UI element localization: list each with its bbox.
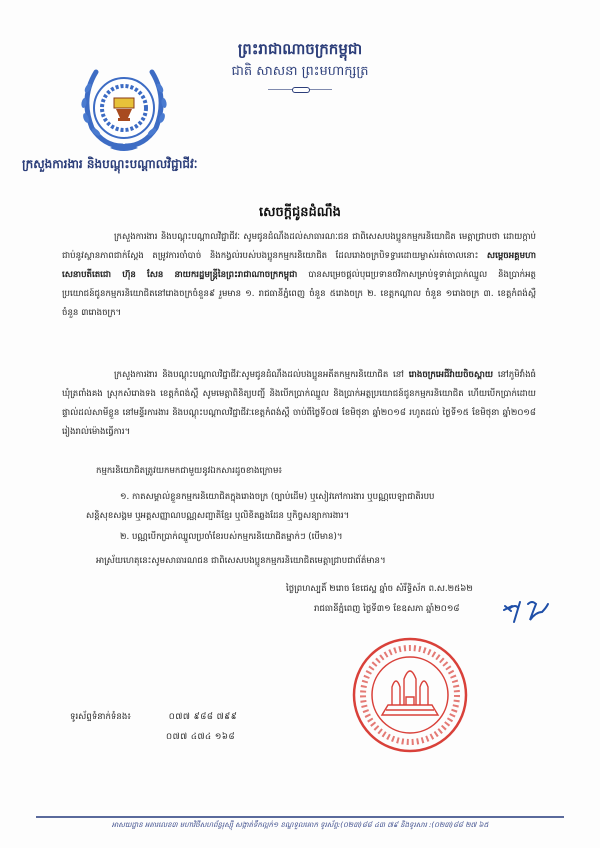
paragraph2-text-a: ក្រសួងការងារ និងបណ្តុះបណ្តាលវិជ្ជាជីវៈសូមជូនដំណឹងដល់បងប្អូនអតីតកម្មករនិយោជិត នៅ <box>114 370 404 380</box>
requirements-heading: កម្មករនិយោជិតត្រូវយកមកជាមួយនូវឯកសារដូចខាងក្រោម៖ <box>96 466 283 476</box>
paragraph-announcement <box>62 228 536 323</box>
kingdom-header <box>200 38 400 92</box>
national-motto: ជាតិ សាសនា ព្រះមហាក្សត្រ <box>231 64 369 79</box>
prime-minister-name: សម្តេចអគ្គមហាសេនាបតីតេជោ ហ៊ុន សែន នាយករដ្ឋមន្ត្រីនៃព្រះរាជាណាចក្រកម្ពុជា <box>62 251 537 280</box>
ministry-logo-icon <box>74 58 174 158</box>
ministry-name: ក្រសួងការងារ និងបណ្តុះបណ្តាលវិជ្ជាជីវៈ <box>22 157 198 171</box>
signature-icon <box>502 598 552 626</box>
requirement-item-continued: សន្តិសុខសង្គម ឬអត្តសញ្ញាណបណ្ណសញ្ជាតិខ្មែរ ឬលិខិតឆ្លងដែន ឬកិច្ចសន្យាការងារ។ <box>86 511 350 521</box>
signature <box>502 598 552 626</box>
kingdom-name: ព្រះរាជាណាចក្រកម្ពុជា <box>237 40 363 58</box>
phone-number: ០៧៧ ៩៨៨ ៧៩៩ <box>168 712 238 722</box>
ornament-divider <box>268 86 332 92</box>
contact-info <box>70 712 237 744</box>
lunar-date: ថ្ងៃព្រហស្បតិ៍ ២រោច ខែជេស្ឋ ឆ្នាំច សំរឹទ្ធិស័ក ព.ស.២៥៦២ <box>286 584 473 594</box>
contact-label: ទូរស័ព្ទទំនាក់ទំនង៖ <box>70 712 132 722</box>
paragraph-factory-notice <box>62 366 536 442</box>
closing-statement: អាស្រ័យហេតុនេះសូមសាធារណជន ជាពិសេសបងប្អូនកម្មករនិយោជិតមេត្តាជ្រាបជាព័ត៌មាន។ <box>96 556 386 566</box>
factory-name: រោងចក្រអេជីវ៉ាយចិចស្ពាយ <box>408 370 494 380</box>
official-seal <box>350 635 470 755</box>
requirement-item: ១. កាតសម្គាល់ខ្លួនកម្មករនិយោជិតក្នុងរោងចក្រ (ច្បាប់ដើម) ឬសៀវភៅការងារ ឬបណ្ណបេឡាជាតិរបប <box>120 492 435 502</box>
phone-number: ០៧៧ ៤៧៤ ១៦៨ <box>166 732 236 742</box>
requirements-list <box>86 488 536 547</box>
ministry-logo <box>74 58 174 158</box>
paragraph1-text-a: ក្រសួងការងារ និងបណ្តុះបណ្តាលវិជ្ជាជីវៈ សូមជូនដំណឹងដល់សាធារណៈជន ជាពិសេសបងប្អូនកម្មករនិយោជិត មេត្តាជ្រាបថា ដោយក្តាប់ជាប់នូវស្ថានភាពជាក់ស្តែង តម្រូវការចាំបាច់ និងកង្វល់របស់បងប្អូនកម្មករនិយោជិត ដែលរោងចក្របិទទ្វារដោយម្ចាស់រត់ចោលនោះ <box>62 232 536 261</box>
document-title: សេចក្តីជូនដំណឹង <box>259 205 341 220</box>
paragraph1-text-b: បានសម្រេចផ្តល់បុរេប្រទានថវិកាសម្រាប់ទូទាត់ប្រាក់ឈ្នួល និងប្រាក់អត្ថប្រយោជន៍ជូនកម្មករនិយោជិតនៅរោងចក្រចំនួន៩ រួមមាន ១. រាជធានីភ្នំពេញ ចំនួន ៥រោងចក្រ ២. ខេត្តកណ្តាល ចំនួន ១រោងចក្រ ៣. ខេត្តកំពង់ស្ពឺ ចំនួន ៣រោងចក្រ។ <box>62 270 537 318</box>
seal-icon <box>350 635 470 755</box>
footer-divider <box>36 816 564 818</box>
footer-address: អាសយដ្ឋាន អគារលេខ៣ មហាវិថីសហព័ន្ធរុស្ស៊ី សង្កាត់ទឹកល្អក់១ ខណ្ឌទួលគោក ទូរស័ព្ទ:(០២៣)៨៨ ៤៣ ៧៩ និងទូរសារ :(០២៣)៨៨ ២៧ ៦៥ <box>111 821 489 829</box>
solar-date: រាជធានីភ្នំពេញ ថ្ងៃទី៣១ ខែឧសភា ឆ្នាំ២០១៨ <box>314 604 460 614</box>
paragraph2-text-b: នៅភូមិវាំងធំ ឃុំត្រពាំងគង ស្រុកសំរោងទង ខេត្តកំពង់ស្ពឺ សូមមេត្តាពិនិត្យបញ្ជី និងបើកប្រាក់ឈ្នួល និងប្រាក់អត្ថប្រយោជន៍ជូនកម្មករនិយោជិត ហើយបើកប្រាក់ដោយផ្ទាល់ដល់សាមីខ្លួន នៅមន្ទីរការងារ និងបណ្តុះបណ្តាលវិជ្ជាជីវៈខេត្តកំពង់ស្ពឺ ចាប់ពីថ្ងៃទី០៧ ខែមិថុនា ឆ្នាំ២០១៨ រហូតដល់ ថ្ងៃទី១៥ ខែមិថុនា ឆ្នាំ២០១៨ រៀងរាល់ម៉ោងធ្វើការ។ <box>62 370 537 437</box>
requirement-item: ២. បណ្ណបើកប្រាក់ឈ្នួលប្រចាំខែរបស់កម្មករនិយោជិតម្នាក់ៗ (បើមាន)។ <box>120 532 343 542</box>
